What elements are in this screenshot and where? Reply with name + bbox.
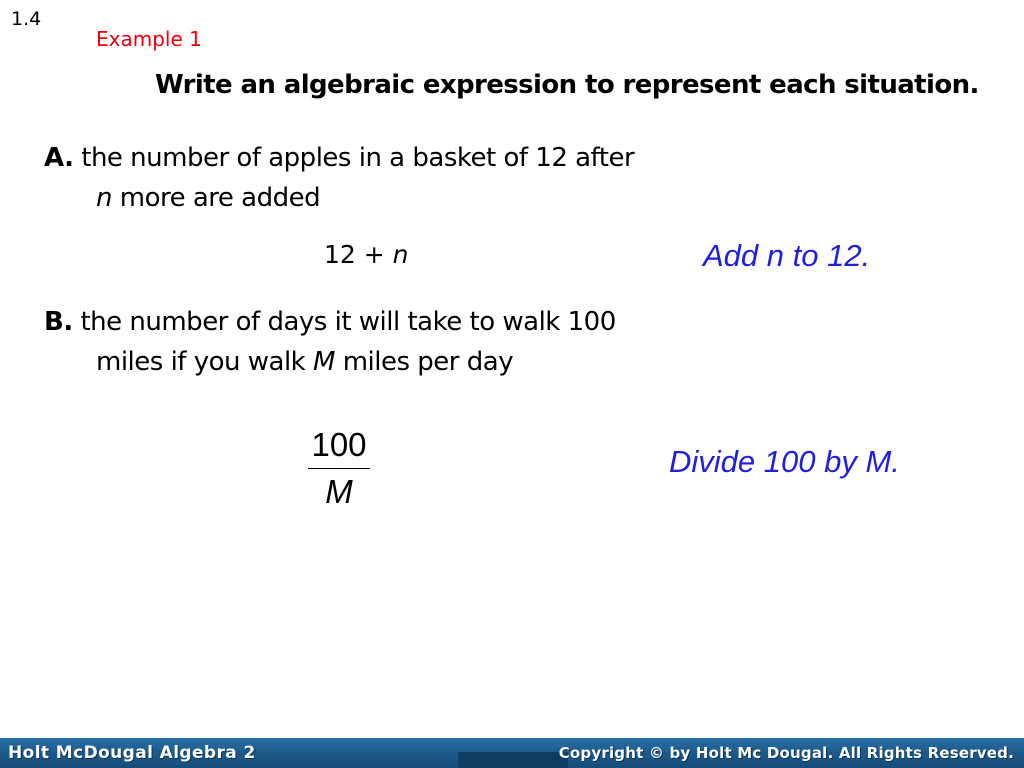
slide-title: Write an algebraic expression to represent each situation.: [155, 70, 979, 100]
problem-b-marker: B.: [44, 307, 73, 337]
problem-b-text-after: miles per day: [334, 347, 514, 377]
footer-publisher: Holt McDougal Algebra 2: [8, 743, 256, 763]
problem-a-hint: Add n to 12.: [703, 238, 871, 273]
problem-a-statement-line2: [96, 178, 320, 218]
problem-b-hint: Divide 100 by M.: [669, 444, 900, 479]
problem-b-statement-line2: [96, 342, 513, 382]
problem-b-fraction: [308, 426, 370, 511]
example-label: Example 1: [96, 27, 202, 51]
problem-b-text-before: miles if you walk: [96, 347, 314, 377]
section-number: 1.4: [11, 8, 42, 30]
footer-accent: [458, 752, 568, 768]
problem-a-statement-line1: [44, 138, 634, 178]
problem-b-text: the number of days it will take to walk 100: [80, 307, 616, 337]
problem-a-expression-variable: n: [392, 240, 409, 269]
problem-a-expression: [324, 240, 409, 269]
fraction-bar: [308, 468, 370, 469]
footer-copyright: Copyright © by Holt Mc Dougal. All Rights Reserved.: [558, 744, 1014, 762]
problem-a-variable: n: [96, 183, 112, 213]
fraction-denominator: M: [325, 473, 353, 510]
problem-b-statement-line1: [44, 302, 616, 342]
problem-a-expression-constant: 12 +: [324, 240, 393, 269]
problem-a-marker: A.: [44, 143, 74, 173]
problem-b-variable: M: [313, 347, 335, 377]
problem-a-text-continued: more are added: [111, 183, 321, 213]
problem-a-text: the number of apples in a basket of 12 after: [81, 143, 635, 173]
fraction-numerator: 100: [311, 426, 367, 463]
